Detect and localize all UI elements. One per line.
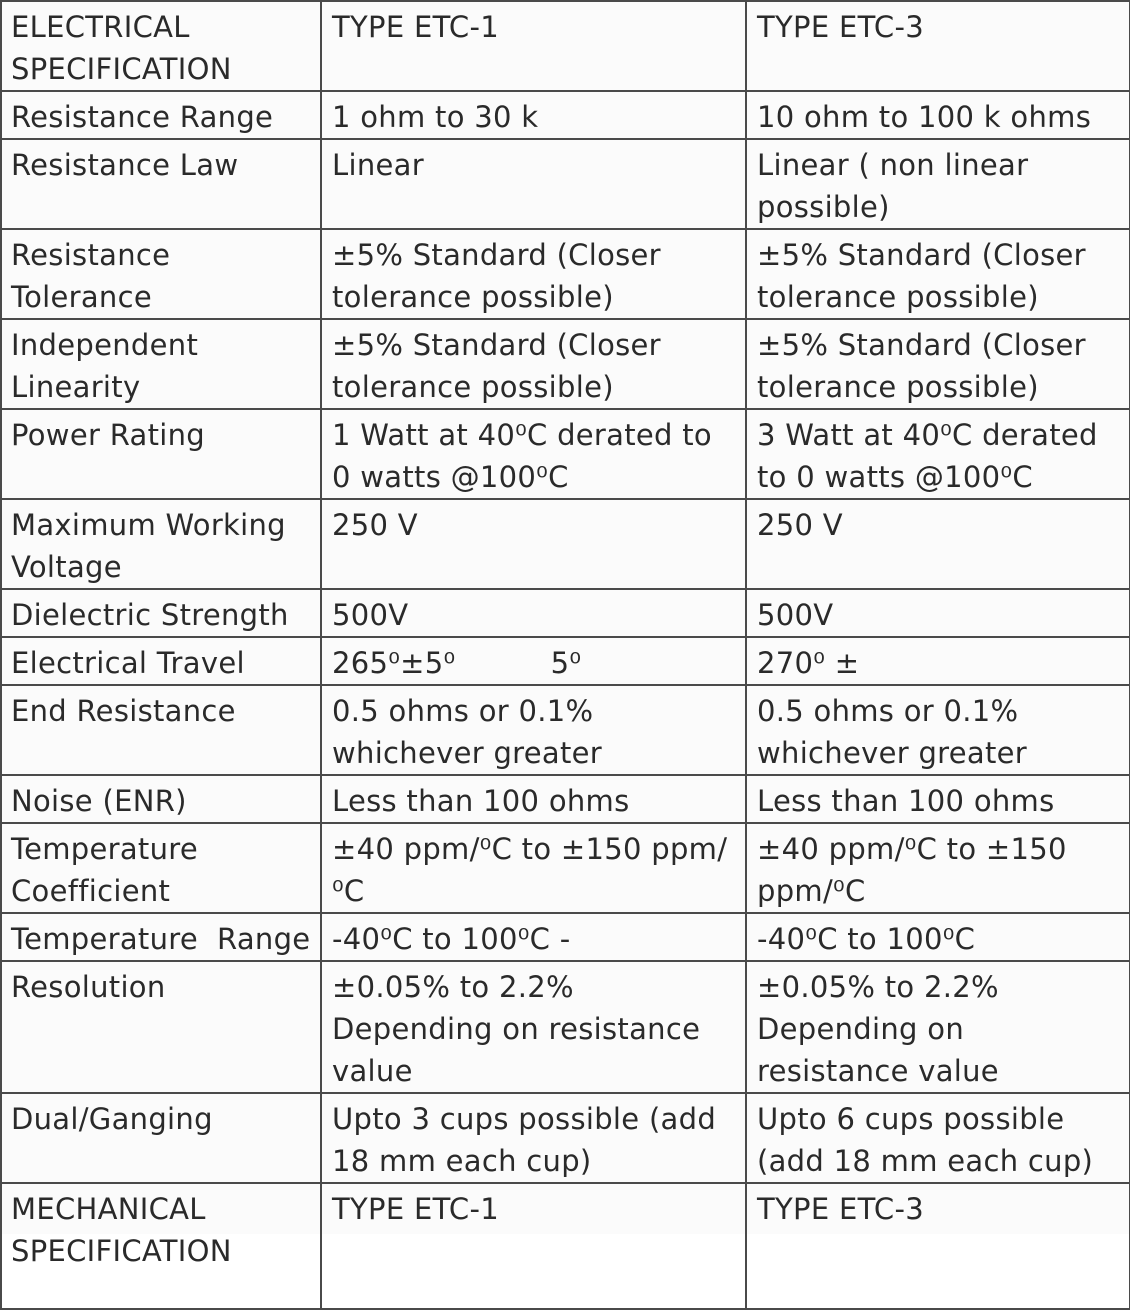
etc3-value: 270⁰ ± [746, 637, 1130, 685]
etc3-value: ±40 ppm/⁰C to ±150 ppm/⁰C [746, 823, 1130, 913]
etc1-value: Less than 100 ohms [321, 775, 746, 823]
etc1-value: ±5% Standard (Closer tolerance possible) [321, 229, 746, 319]
etc1-value: ±0.05% to 2.2% Depending on resistance value [321, 961, 746, 1093]
row-label: Independent Linearity [1, 319, 321, 409]
table-row-electrical-travel [1, 637, 1130, 685]
row-label: End Resistance [1, 685, 321, 775]
table-row-temperature-range [1, 913, 1130, 961]
table-row-temperature-coefficient [1, 823, 1130, 913]
etc3-value: Less than 100 ohms [746, 775, 1130, 823]
row-label: Power Rating [1, 409, 321, 499]
etc1-value: 0.5 ohms or 0.1% whichever greater [321, 685, 746, 775]
row-label: Maximum Working Voltage [1, 499, 321, 589]
etc1-value: Upto 3 cups possible (add 18 mm each cup) [321, 1093, 746, 1183]
etc3-value: 10 ohm to 100 k ohms [746, 91, 1130, 139]
etc3-value: 3 Watt at 40⁰C derated to 0 watts @100⁰C [746, 409, 1130, 499]
etc1-value: ±5% Standard (Closer tolerance possible) [321, 319, 746, 409]
etc3-value: ±5% Standard (Closer tolerance possible) [746, 229, 1130, 319]
mechanical-spec-heading: MECHANICAL SPECIFICATION [1, 1183, 321, 1309]
table-row-noise [1, 775, 1130, 823]
mechanical-header-row [1, 1183, 1130, 1309]
table-row-resistance-tolerance [1, 229, 1130, 319]
etc3-value: 0.5 ohms or 0.1% whichever greater [746, 685, 1130, 775]
table-row-resistance-range [1, 91, 1130, 139]
row-label: Electrical Travel [1, 637, 321, 685]
etc1-heading: TYPE ETC-1 [321, 1183, 746, 1309]
etc3-value: ±5% Standard (Closer tolerance possible) [746, 319, 1130, 409]
electrical-spec-heading: ELECTRICAL SPECIFICATION [1, 1, 321, 91]
etc1-value: 1 Watt at 40⁰C derated to 0 watts @100⁰C [321, 409, 746, 499]
etc3-heading: TYPE ETC-3 [746, 1, 1130, 91]
etc3-heading: TYPE ETC-3 [746, 1183, 1130, 1309]
etc1-value: ±40 ppm/⁰C to ±150 ppm/⁰C [321, 823, 746, 913]
etc1-value: Linear [321, 139, 746, 229]
etc3-value: Upto 6 cups possible (add 18 mm each cup) [746, 1093, 1130, 1183]
row-label: Resistance Range [1, 91, 321, 139]
etc3-value: Linear ( non linear possible) [746, 139, 1130, 229]
table-row-dielectric-strength [1, 589, 1130, 637]
table-row-dual-ganging [1, 1093, 1130, 1183]
row-label: Resolution [1, 961, 321, 1093]
etc1-value: 250 V [321, 499, 746, 589]
etc1-heading: TYPE ETC-1 [321, 1, 746, 91]
row-label: Temperature Coefficient [1, 823, 321, 913]
etc1-value: -40⁰C to 100⁰C - [321, 913, 746, 961]
table-row-resolution [1, 961, 1130, 1093]
etc3-value: 500V [746, 589, 1130, 637]
row-label: Dual/Ganging [1, 1093, 321, 1183]
row-label: Dielectric Strength [1, 589, 321, 637]
table-row-end-resistance [1, 685, 1130, 775]
table-row-independent-linearity [1, 319, 1130, 409]
row-label: Resistance Tolerance [1, 229, 321, 319]
etc1-value: 1 ohm to 30 k [321, 91, 746, 139]
etc1-value: 265⁰±5⁰ 5⁰ [321, 637, 746, 685]
etc1-value: 500V [321, 589, 746, 637]
electrical-header-row [1, 1, 1130, 91]
row-label: Temperature Range [1, 913, 321, 961]
table-row-resistance-law [1, 139, 1130, 229]
etc3-value: 250 V [746, 499, 1130, 589]
row-label: Noise (ENR) [1, 775, 321, 823]
table-row-power-rating [1, 409, 1130, 499]
row-label: Resistance Law [1, 139, 321, 229]
etc3-value: ±0.05% to 2.2% Depending on resistance value [746, 961, 1130, 1093]
table-row-maximum-working-voltage [1, 499, 1130, 589]
etc3-value: -40⁰C to 100⁰C [746, 913, 1130, 961]
